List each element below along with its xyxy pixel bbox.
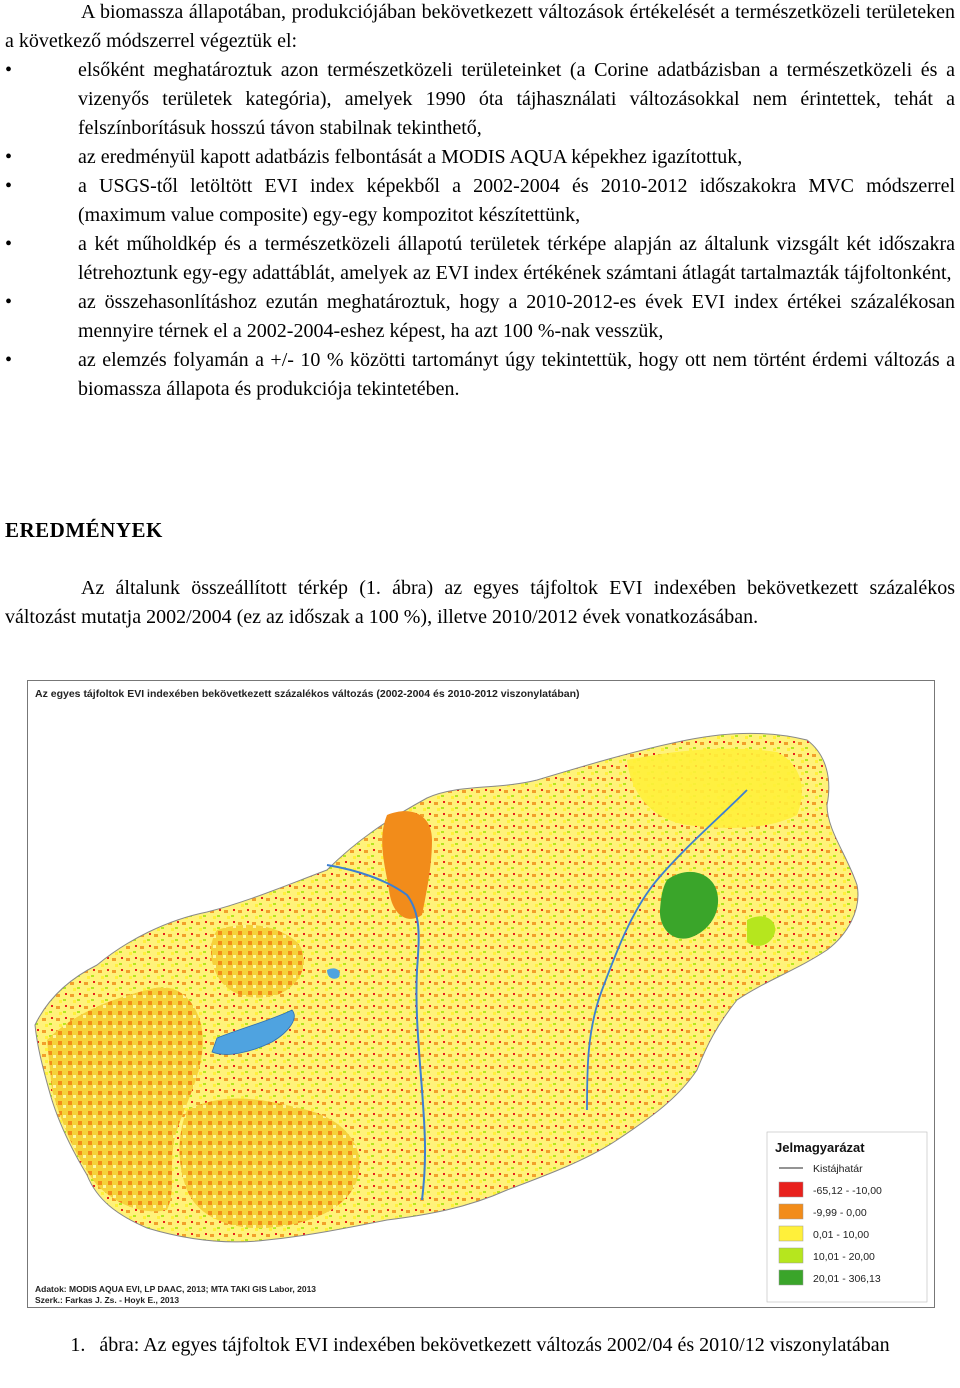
intro-paragraph: A biomassza állapotában, produkciójában bekövetkezett változások értékelését a természetközeli területeken a következő módszerrel végeztük el:: [5, 1, 955, 52]
bullet-text: a USGS-től letöltött EVI index képekből a 2002-2004 és 2010-2012 időszakokra MVC módszerrel (maximum value composite) egy-egy kompozitot készítettünk,: [78, 175, 955, 226]
bullet-item: [0, 288, 955, 346]
map-source-line2: Szerk.: Farkas J. Zs. - Hoyk E., 2013: [35, 1295, 180, 1305]
legend-label: 10,01 - 20,00: [813, 1251, 875, 1263]
legend-title: Jelmagyarázat: [775, 1140, 865, 1155]
bullet-item: [0, 56, 955, 143]
legend-color-swatch: [779, 1204, 803, 1219]
bullet-item: [0, 230, 955, 288]
bullet-text: az eredményül kapott adatbázis felbontását a MODIS AQUA képekhez igazítottuk,: [78, 146, 743, 168]
bullet-icon: •: [5, 349, 13, 371]
bullet-item: [0, 143, 955, 172]
bullet-icon: •: [5, 233, 13, 255]
legend-color-swatch: [779, 1270, 803, 1285]
figure-number: 1.: [70, 1334, 86, 1356]
bullet-text: az összehasonlításhoz ezután meghatároztuk, hogy a 2010-2012-es évek EVI index értékei százalékosan mennyire térnek el a 2002-2004-eshez képest, ha azt 100 %-nak vesszük,: [78, 291, 955, 342]
section-heading: EREDMÉNYEK: [5, 518, 163, 542]
bullet-icon: •: [5, 146, 13, 168]
results-paragraph: Az általunk összeállított térkép (1. ábra) az egyes tájfoltok EVI indexében bekövetkezett százalékos változást mutatja 2002/2004 (ez az időszak a 100 %), illetve 2010/2012 évek vonatkozásában.: [5, 577, 955, 628]
map-source-line1: Adatok: MODIS AQUA EVI, LP DAAC, 2013; MTA TAKI GIS Labor, 2013: [35, 1284, 317, 1294]
bullet-text: elsőként meghatároztuk azon természetközeli területeinket (a Corine adatbázisban a természetközeli és a vizenyős területek kategória), amelyek 1990 óta tájhasználati változásokkal nem érintettek, tehát a felszínborításuk hosszú távon stabilnak tekinthető,: [78, 59, 955, 139]
figure-caption: [0, 1331, 960, 1360]
legend-color-swatch: [779, 1182, 803, 1197]
legend-color-swatch: [779, 1226, 803, 1241]
legend-color-swatch: [779, 1248, 803, 1263]
bullet-item: [0, 172, 955, 230]
legend-label: -9,99 - 0,00: [813, 1207, 867, 1219]
legend-label: 20,01 - 306,13: [813, 1273, 881, 1285]
figure-caption-text: ábra: Az egyes tájfoltok EVI indexében bekövetkezett változás 2002/04 és 2010/12 viszonylatában: [99, 1334, 890, 1356]
legend-label: -65,12 - -10,00: [813, 1185, 882, 1197]
map-title: Az egyes tájfoltok EVI indexében bekövetkezett százalékos változás (2002-2004 és 2010-2012 viszonylatában): [35, 688, 580, 700]
bullet-icon: •: [5, 291, 13, 313]
legend-label: 0,01 - 10,00: [813, 1229, 870, 1241]
method-bullet-list: [0, 56, 955, 404]
bullet-text: az elemzés folyamán a +/- 10 % közötti tartományt úgy tekintettük, hogy ott nem történt érdemi változás a biomassza állapota és produkciója tekintetében.: [78, 349, 955, 400]
bullet-icon: •: [5, 59, 13, 81]
bullet-item: [0, 346, 955, 404]
legend-label: Kistájhatár: [813, 1163, 863, 1175]
bullet-text: a két műholdkép és a természetközeli állapotú területek térképe alapján az általunk vizsgált két időszakra létrehoztunk egy-egy adattáblát, amelyek az EVI index értékének számtani átlagát tartalmazták tájfoltonként,: [78, 233, 955, 284]
bullet-icon: •: [5, 175, 13, 197]
evi-change-map: [27, 680, 935, 1308]
